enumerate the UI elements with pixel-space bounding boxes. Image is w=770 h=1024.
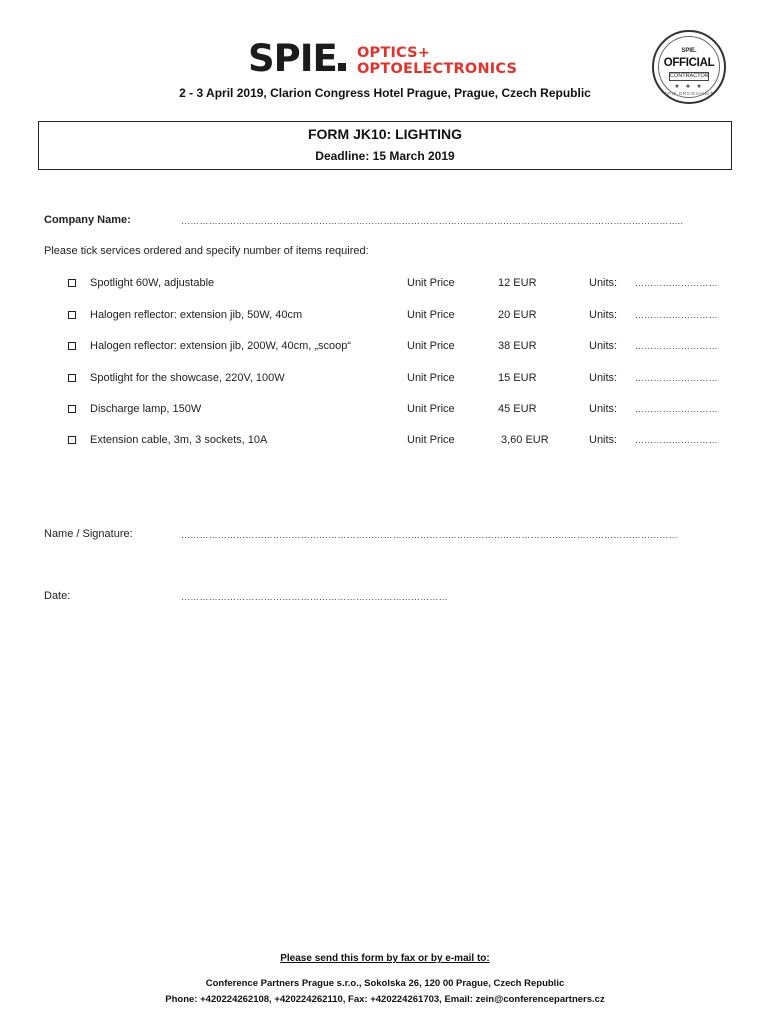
units-field[interactable]: ……………………… [635,341,718,351]
service-name: Spotlight for the showcase, 220V, 100W [90,372,285,384]
service-price: 45 EUR [498,403,537,415]
unit-price-label: Unit Price [407,340,455,352]
logo-subtitle-line2: OPTOELECTRONICS [357,61,518,77]
units-label: Units: [589,372,618,384]
company-name-label: Company Name: [44,214,131,226]
service-row [0,277,770,291]
badge-line3: CONTRACTOR [670,73,709,79]
units-field[interactable]: ……………………… [635,310,718,320]
units-label: Units: [589,434,618,446]
footer-address: Conference Partners Prague s.r.o., Sokolska 26, 120 00 Prague, Czech Republic [205,978,565,989]
units-field[interactable]: ……………………… [635,404,718,414]
logo-subtitle [357,45,517,77]
date-field[interactable]: …………………………………………………………………………… [181,592,448,602]
service-checkbox[interactable] [68,374,76,382]
service-row [0,309,770,323]
service-row [0,403,770,417]
units-field[interactable]: ……………………… [635,373,718,383]
spie-logo: SPIE [248,40,346,77]
badge-stars: ★ ★ ★ [674,84,704,90]
units-field[interactable]: ……………………… [635,278,718,288]
company-name-field[interactable]: ……………………………………………………………………………………………………………………………………………….. [181,216,684,226]
badge-line1: SPIE. [681,48,697,54]
logo-dot [338,63,346,71]
footer-instruction: Please send this form by fax or by e-mail to: [280,953,490,964]
service-price: 38 EUR [498,340,537,352]
service-checkbox[interactable] [68,405,76,413]
units-label: Units: [589,277,618,289]
service-price: 15 EUR [498,372,537,384]
instructions: Please tick services ordered and specify number of items required: [44,245,369,257]
service-checkbox[interactable] [68,436,76,444]
signature-field[interactable]: ……………………………………………………………………………………………………………………………………………… [181,530,678,540]
service-name: Extension cable, 3m, 3 sockets, 10A [90,434,268,446]
date-label: Date: [44,590,71,602]
service-name: Halogen reflector: extension jib, 50W, 40cm [90,309,303,321]
service-row [0,372,770,386]
service-name: Spotlight 60W, adjustable [90,277,215,289]
unit-price-label: Unit Price [407,372,455,384]
badge-line2: OFFICIAL [663,57,715,69]
logo-subtitle-line1: OPTICS+ [357,45,431,61]
service-name: Discharge lamp, 150W [90,403,202,415]
service-checkbox[interactable] [68,342,76,350]
footer-contact: Phone: +420224262108, +420224262110, Fax: +420224261703, Email: zein@conferencepartners.cz [165,994,605,1005]
service-row [0,434,770,448]
units-label: Units: [589,340,618,352]
unit-price-label: Unit Price [407,434,455,446]
form-title: FORM JK10: LIGHTING [307,126,462,142]
service-checkbox[interactable] [68,311,76,319]
service-price: 3,60 EUR [501,434,549,446]
units-label: Units: [589,309,618,321]
deadline: Deadline: 15 March 2019 [315,149,455,163]
badge-arc-text: SPIE.ORG/EXHIBIT [664,91,714,96]
service-checkbox[interactable] [68,279,76,287]
service-price: 20 EUR [498,309,537,321]
signature-label: Name / Signature: [44,528,133,540]
unit-price-label: Unit Price [407,403,455,415]
units-label: Units: [589,403,618,415]
unit-price-label: Unit Price [407,309,455,321]
event-info: 2 - 3 April 2019, Clarion Congress Hotel Prague, Prague, Czech Republic [179,86,591,100]
service-row [0,340,770,354]
form-title-box [38,121,732,170]
service-name: Halogen reflector: extension jib, 200W, 40cm, „scoop“ [90,340,352,352]
units-field[interactable]: ……………………… [635,435,718,445]
unit-price-label: Unit Price [407,277,455,289]
service-price: 12 EUR [498,277,537,289]
